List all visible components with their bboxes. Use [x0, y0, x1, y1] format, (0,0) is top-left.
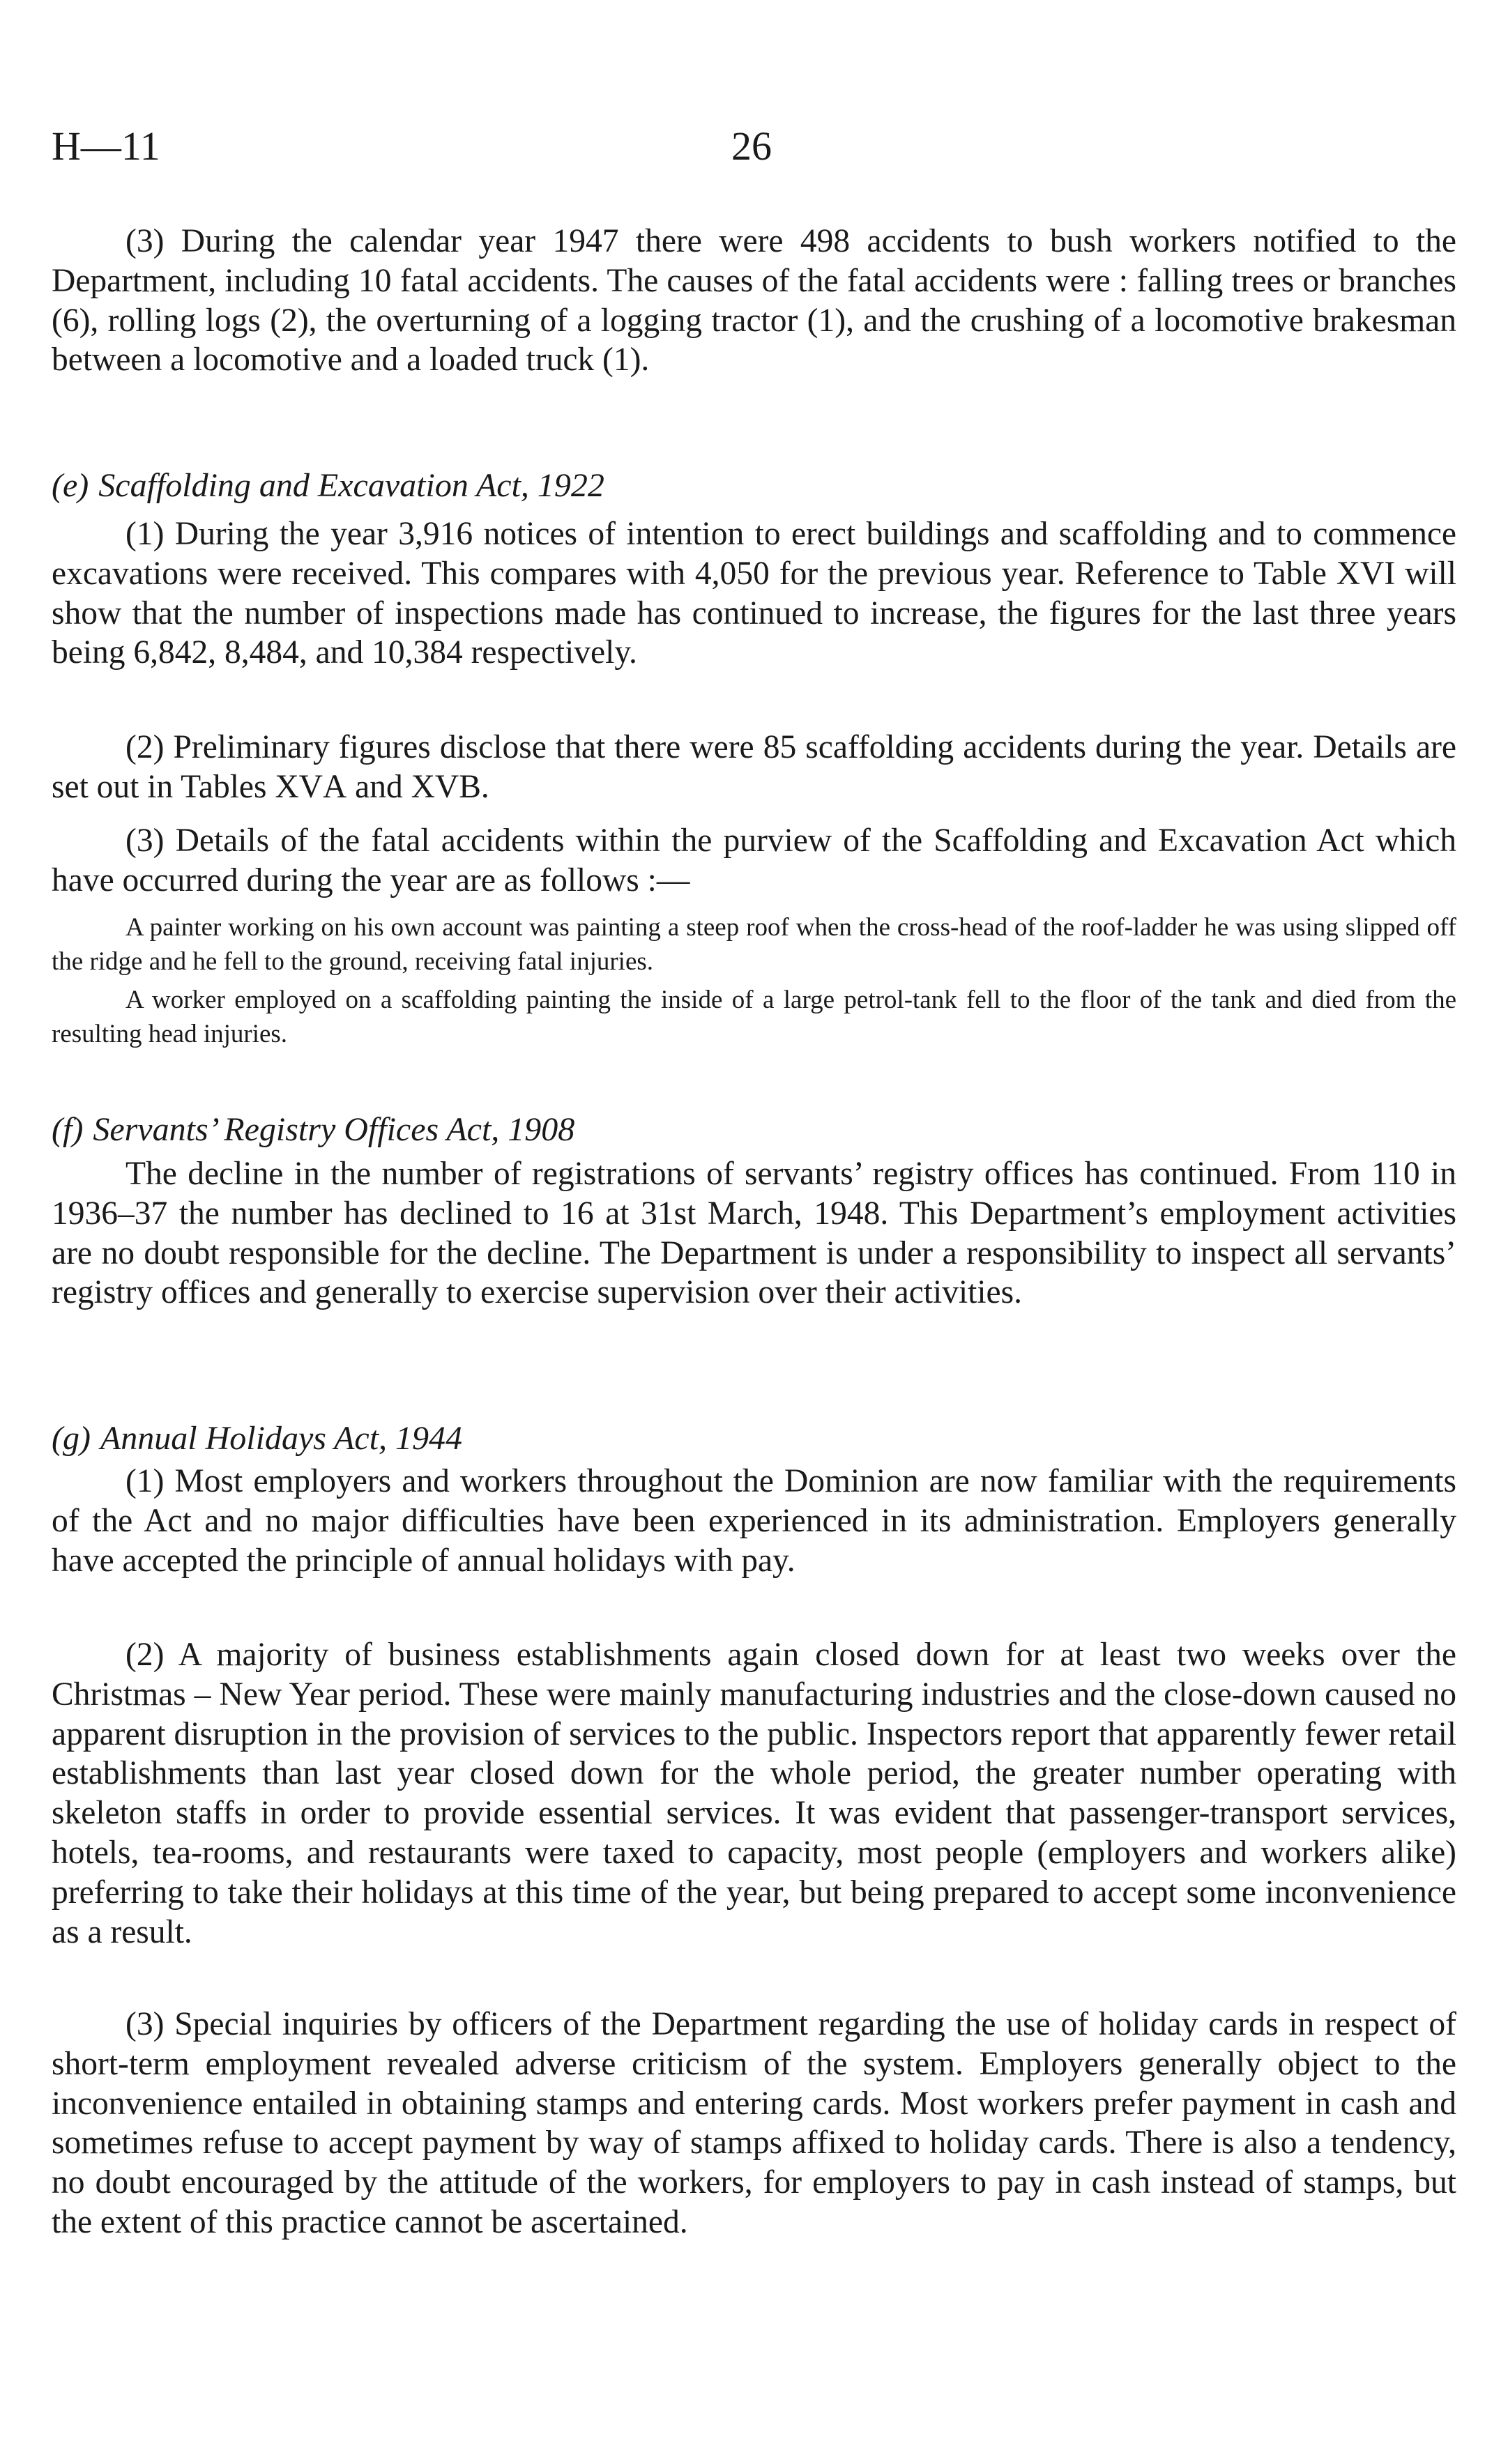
section-g-paragraph-2: (2) A majority of business establishments again closed down for at least two weeks over the Christmas – New Year period. These were mainly manufacturing industries and the close-down caused no apparent disruption in the provision of services to the public. Inspectors report that apparently fewer retail establishments than last year closed down for the whole period, the greater number operating with skeleton staffs in order to provide essential services. It was evident that passenger-transport services, hotels, tea-rooms, and restaurants were taxed to capacity, most people (employers and workers alike) preferring to take their holidays at this time of the year, but being prepared to accept some inconvenience as a result. [52, 1637, 1456, 1950]
section-e-p2-end: . [480, 768, 489, 805]
section-g-paragraph-1: (1) Most employers and workers throughout the Dominion are now familiar with the requirements of the Act and no major difficulties have been experienced in its administration. Employers generally have accepted the principle of annual holidays with pay. [52, 1463, 1456, 1579]
page-header [52, 124, 1456, 180]
fatal-accident-note-1: A painter working on his own account was painting a steep roof when the cross-head of the roof-ladder he was using slipped off the ridge and he fell to the ground, receiving fatal injuries. [52, 913, 1456, 976]
section-e-letter: (e) [52, 467, 89, 504]
intro-paragraph: (3) During the calendar year 1947 there were 498 accidents to bush workers notified to the Department, including 10 fatal accidents. The causes of the fatal accidents were : falling trees or branches (6), rolling logs (2), the overturning of a logging tractor (1), and the crushing of a locomotive brakesman between a locomotive and a loaded truck (1). [52, 223, 1456, 378]
section-f-paragraph-1: The decline in the number of registrations of servants’ registry offices has continued. From 110 in 1936–37 the number has declined to 16 at 31st March, 1948. This Department’s employment activities are no doubt responsible for the decline. The Department is under a responsibility to inspect all servants’ registry offices and generally to exercise supervision over their activities. [52, 1156, 1456, 1311]
section-e-heading [52, 466, 604, 506]
section-e-p2-mid: and XV [346, 768, 459, 805]
section-f-title: Servants’ Registry Offices Act, 1908 [93, 1111, 575, 1148]
section-f-letter: (f) [52, 1111, 84, 1148]
fatal-accident-note-2: A worker employed on a scaffolding painting the inside of a large petrol-tank fell to the floor of the tank and died from the resulting head injuries. [52, 986, 1456, 1048]
section-g-heading [52, 1418, 462, 1459]
section-e-paragraph-1: (1) During the year 3,916 notices of intention to erect buildings and scaffolding and to commence excavations were received. This compares with 4,050 for the previous year. Reference to Table XVI will show that the number of inspections made has continued to increase, the figures for the last three years being 6,842, 8,484, and 10,384 respectively. [52, 516, 1456, 671]
section-e-paragraph-3: (3) Details of the fatal accidents within the purview of the Scaffolding and Excavation Act which have occurred during the year are as follows :— [52, 822, 1456, 898]
table-suffix-a: A [322, 768, 347, 805]
page-number: 26 [731, 123, 772, 169]
section-g-letter: (g) [52, 1420, 91, 1457]
section-g-title: Annual Holidays Act, 1944 [100, 1420, 463, 1457]
section-e-paragraph-2 [52, 728, 1456, 807]
section-f-heading [52, 1110, 574, 1150]
section-e-p2-text: (2) Preliminary figures disclose that there were 85 scaffolding accidents during the year. Details are set out in Tables XV [52, 729, 1456, 805]
document-reference: H—11 [52, 123, 160, 169]
section-e-title: Scaffolding and Excavation Act, 1922 [98, 467, 604, 504]
section-g-paragraph-3: (3) Special inquiries by officers of the Department regarding the use of holiday cards in respect of short-term employment revealed adverse criticism of the system. Employers generally object to the inconvenience entailed in obtaining stamps and entering cards. Most workers prefer payment in cash and sometimes refuse to accept payment by way of stamps affixed to holiday cards. There is also a tendency, no doubt encouraged by the attitude of the workers, for employers to pay in cash instead of stamps, but the extent of this practice cannot be ascertained. [52, 2006, 1456, 2240]
table-suffix-b: B [459, 768, 481, 805]
